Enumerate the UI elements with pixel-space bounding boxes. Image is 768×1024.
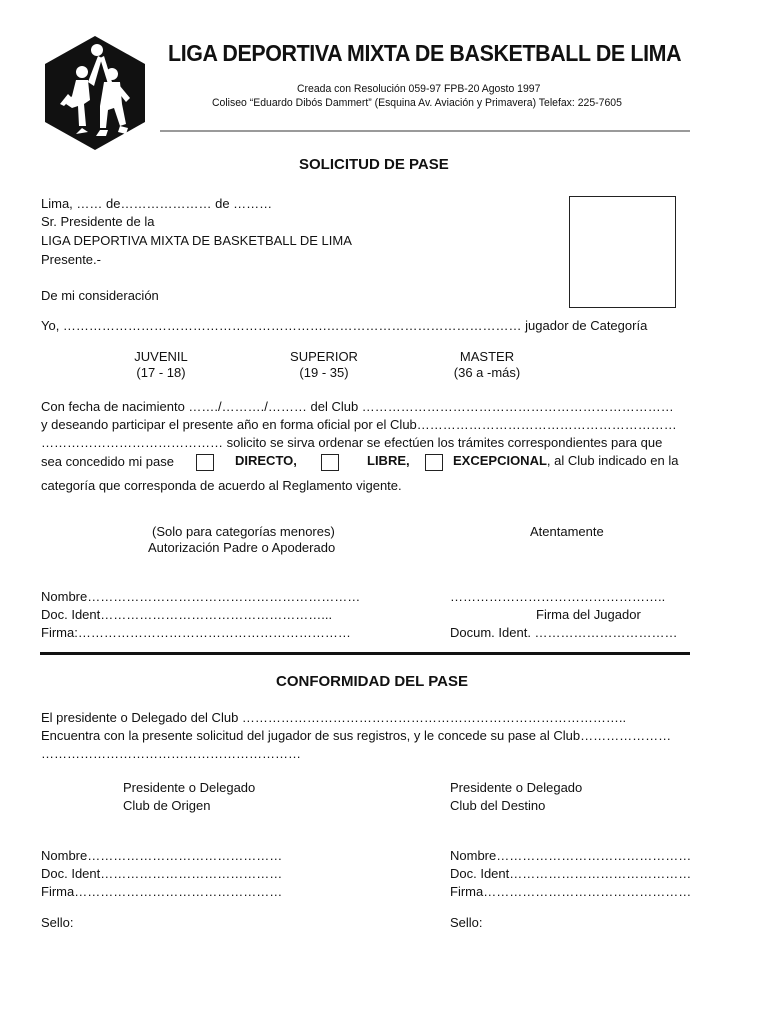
destination-club: Club del Destino — [450, 798, 546, 813]
guardian-nombre: Nombre……………………………………………………… — [41, 589, 361, 604]
label-directo: DIRECTO, — [235, 453, 297, 468]
category-name: SUPERIOR — [290, 349, 358, 364]
guardian-firma: Firma:……………………………………………………… — [41, 625, 351, 640]
reglamento-line: categoría que corresponda de acuerdo al Reglamento vigente. — [41, 478, 402, 493]
checkbox-excepcional[interactable] — [425, 454, 443, 471]
player-doc-ident: Docum. Ident. …………………………… — [450, 625, 678, 640]
destination-doc-ident: Doc. Ident…………………………………… — [450, 866, 692, 881]
birthdate-line: Con fecha de nacimiento ……./………./……… del Club ……………………………………………………………… — [41, 399, 674, 414]
origin-firma: Firma………………………………………… — [41, 884, 283, 899]
player-signature-label: Firma del Jugador — [536, 607, 641, 622]
header-rule — [160, 130, 690, 132]
destination-sello: Sello: — [450, 915, 483, 930]
label-libre: LIBRE, — [367, 453, 410, 468]
header-resolution: Creada con Resolución 059-97 FPB-20 Agosto 1997 — [297, 83, 541, 95]
origin-doc-ident: Doc. Ident…………………………………… — [41, 866, 283, 881]
photo-box — [569, 196, 676, 308]
label-excepcional: EXCEPCIONAL — [453, 453, 547, 468]
yo-line: Yo, …………………………………………………….……………………………………… jugador de Categoría — [41, 318, 648, 333]
origin-role: Presidente o Delegado — [123, 780, 256, 795]
checkbox-libre[interactable] — [321, 454, 339, 471]
addressee-line-3: Presente.- — [41, 252, 101, 267]
category-master — [437, 349, 537, 381]
header-address: Coliseo “Eduardo Dibós Dammert” (Esquina Av. Aviación y Primavera) Telefax: 225-7605 — [212, 97, 622, 109]
addressee-line-2: LIGA DEPORTIVA MIXTA DE BASKETBALL DE LIMA — [41, 233, 352, 248]
addressee-line-1: Sr. Presidente de la — [41, 214, 155, 229]
category-range: (17 - 18) — [136, 365, 186, 380]
pase-prefix: sea concedido mi pase — [41, 454, 174, 469]
destination-nombre: Nombre……………………………………… — [450, 848, 692, 863]
menores-note: (Solo para categorías menores) — [152, 524, 335, 539]
request-line: …………………………………… solicito se sirva ordenar se efectúen los trámites correspondientes para que — [41, 435, 663, 450]
section-divider — [40, 652, 690, 655]
origin-club: Club de Origen — [123, 798, 211, 813]
conformidad-line-2: Encuentra con la presente solicitud del jugador de sus registros, y le concede su pase al Club………………… — [41, 728, 672, 743]
conformidad-title: CONFORMIDAD DEL PASE — [276, 673, 468, 690]
league-logo — [42, 34, 148, 152]
category-juvenil — [111, 349, 211, 381]
origin-sello: Sello: — [41, 915, 74, 930]
player-signature-line: ………………………………………….. — [450, 589, 666, 604]
pase-options-tail — [453, 453, 678, 469]
league-title: LIGA DEPORTIVA MIXTA DE BASKETBALL DE LIMA — [168, 40, 682, 66]
origin-nombre: Nombre……………………………………… — [41, 848, 283, 863]
autorizacion-label: Autorización Padre o Apoderado — [148, 540, 336, 555]
category-superior — [274, 349, 374, 381]
checkbox-directo[interactable] — [196, 454, 214, 471]
club-line: y deseando participar el presente año en forma oficial por el Club…………………………………………………… — [41, 417, 677, 432]
pase-suffix: , al Club indicado en la — [546, 453, 679, 468]
category-name: MASTER — [459, 349, 515, 364]
destination-role: Presidente o Delegado — [450, 780, 583, 795]
basketball-players-hexagon-icon — [42, 34, 148, 152]
category-range: (36 a -más) — [453, 365, 521, 380]
guardian-doc-ident: Doc. Ident……………………………………………... — [41, 607, 333, 622]
category-name: JUVENIL — [134, 349, 188, 364]
solicitud-title: SOLICITUD DE PASE — [299, 156, 449, 173]
destination-firma: Firma………………………………………… — [450, 884, 692, 899]
atentamente-label: Atentamente — [530, 524, 604, 539]
category-range: (19 - 35) — [299, 365, 349, 380]
conformidad-line-1: El presidente o Delegado del Club …………………………………………………………………………….. — [41, 710, 627, 725]
conformidad-line-3: …………………………………………………… — [41, 746, 301, 761]
date-line: Lima, …… de………………… de ……… — [41, 196, 273, 211]
greeting: De mi consideración — [41, 288, 159, 303]
